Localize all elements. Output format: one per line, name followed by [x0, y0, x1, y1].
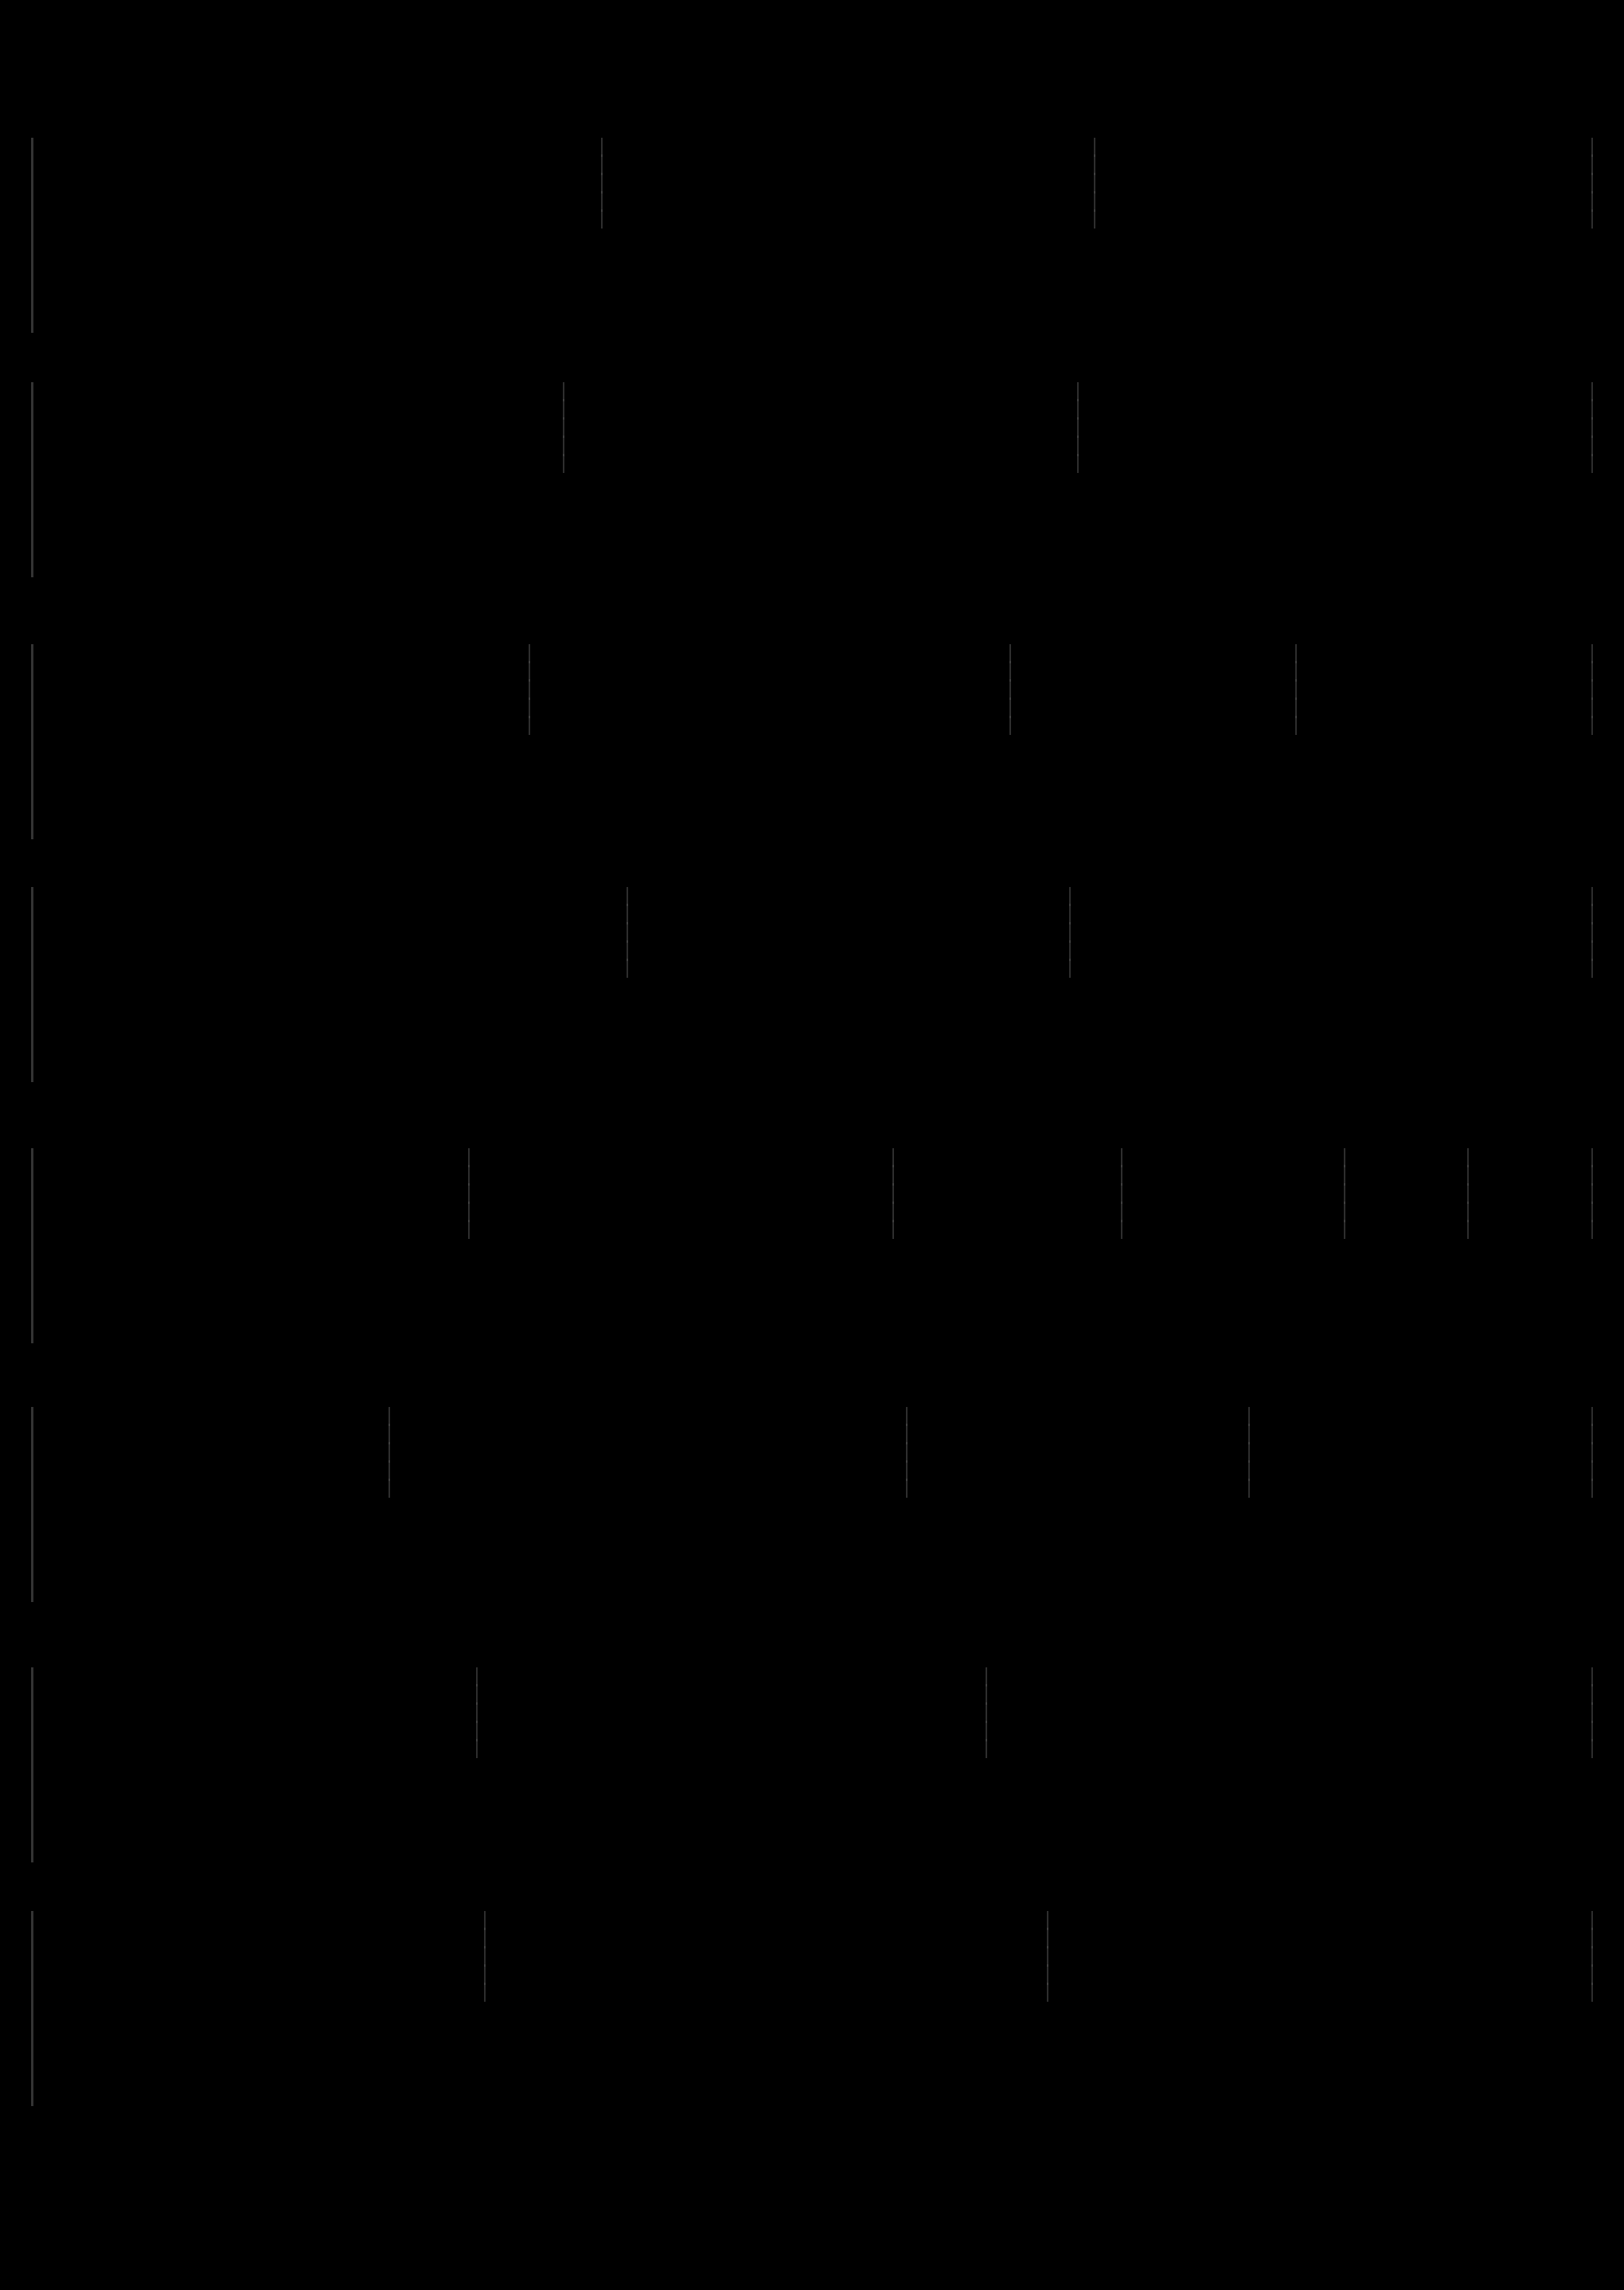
staffline-crossing-tick	[1094, 173, 1095, 175]
staffline-crossing-tick	[1295, 679, 1297, 682]
staffline-crossing-tick	[1069, 940, 1071, 943]
staffline-crossing-tick	[1344, 1165, 1345, 1167]
staffline-crossing-tick	[1591, 399, 1593, 401]
staffline-crossing-tick	[601, 173, 603, 175]
measure-barline	[1295, 644, 1297, 735]
staffline-crossing-tick	[906, 1442, 908, 1444]
staffline-crossing-tick	[1344, 1183, 1345, 1186]
staffline-crossing-tick	[388, 1460, 390, 1463]
final-barline	[1591, 138, 1593, 229]
staffline-crossing-tick	[627, 922, 628, 924]
staffline-crossing-tick	[1295, 698, 1297, 700]
measure-barline	[1077, 382, 1079, 473]
measure-barline	[388, 1407, 390, 1498]
staffline-crossing-tick	[1467, 1165, 1469, 1167]
staffline-crossing-tick	[892, 1165, 894, 1167]
staffline-crossing-tick	[1009, 661, 1011, 663]
staffline-crossing-tick	[1295, 661, 1297, 663]
staffline-crossing-tick	[388, 1479, 390, 1481]
staffline-crossing-tick	[1591, 436, 1593, 438]
staffline-crossing-tick	[892, 1183, 894, 1186]
staffline-crossing-tick	[563, 436, 564, 438]
staffline-crossing-tick	[627, 959, 628, 961]
staffline-crossing-tick	[1591, 940, 1593, 943]
staffline-crossing-tick	[906, 1479, 908, 1481]
staffline-crossing-tick	[1344, 1220, 1345, 1222]
staffline-crossing-tick	[1047, 1928, 1048, 1930]
staffline-crossing-tick	[468, 1183, 470, 1186]
final-barline	[1591, 1148, 1593, 1239]
staffline-crossing-tick	[1591, 1202, 1593, 1204]
staffline-crossing-tick	[601, 154, 603, 157]
staffline-crossing-tick	[1467, 1202, 1469, 1204]
staffline-crossing-tick	[1121, 1220, 1122, 1222]
staffline-crossing-tick	[388, 1424, 390, 1426]
staffline-crossing-tick	[1248, 1460, 1250, 1463]
staffline-crossing-tick	[1467, 1220, 1469, 1222]
staffline-crossing-tick	[484, 1964, 486, 1967]
staffline-crossing-tick	[1248, 1424, 1250, 1426]
staffline-crossing-tick	[1591, 679, 1593, 682]
staffline-crossing-tick	[1591, 1460, 1593, 1463]
measure-barline	[529, 644, 530, 735]
staffline-crossing-tick	[476, 1739, 478, 1741]
final-barline	[1591, 1911, 1593, 2002]
staffline-crossing-tick	[1591, 191, 1593, 193]
staffline-crossing-tick	[484, 1983, 486, 1985]
staffline-crossing-tick	[468, 1220, 470, 1222]
system-start-barline	[31, 1407, 33, 1602]
staffline-crossing-tick	[476, 1721, 478, 1723]
staffline-crossing-tick	[601, 191, 603, 193]
staffline-crossing-tick	[986, 1702, 987, 1705]
staffline-crossing-tick	[388, 1442, 390, 1444]
measure-barline	[1467, 1148, 1469, 1239]
staffline-crossing-tick	[1069, 959, 1071, 961]
staffline-crossing-tick	[484, 1928, 486, 1930]
staffline-crossing-tick	[1591, 1183, 1593, 1186]
staffline-crossing-tick	[1467, 1183, 1469, 1186]
staffline-crossing-tick	[1047, 1964, 1048, 1967]
measure-barline	[986, 1667, 987, 1758]
staffline-crossing-tick	[1591, 1702, 1593, 1705]
measure-barline	[1344, 1148, 1345, 1239]
measure-barline	[892, 1148, 894, 1239]
staffline-crossing-tick	[563, 417, 564, 420]
staffline-crossing-tick	[484, 1946, 486, 1948]
staffline-crossing-tick	[1094, 191, 1095, 193]
final-barline	[1591, 1667, 1593, 1758]
system-start-barline	[31, 1911, 33, 2106]
system-start-barline	[31, 887, 33, 1082]
staffline-crossing-tick	[563, 454, 564, 456]
staffline-crossing-tick	[563, 399, 564, 401]
staffline-crossing-tick	[1047, 1946, 1048, 1948]
system-start-barline	[31, 382, 33, 577]
staffline-crossing-tick	[1077, 417, 1079, 420]
staffline-crossing-tick	[1344, 1202, 1345, 1204]
staffline-crossing-tick	[1591, 209, 1593, 212]
system-start-barline	[31, 1148, 33, 1343]
staffline-crossing-tick	[1591, 904, 1593, 906]
staffline-crossing-tick	[1591, 1964, 1593, 1967]
measure-barline	[1047, 1911, 1048, 2002]
staffline-crossing-tick	[1077, 436, 1079, 438]
staffline-crossing-tick	[1591, 1928, 1593, 1930]
measure-barline	[476, 1667, 478, 1758]
staffline-crossing-tick	[986, 1684, 987, 1686]
system-start-barline	[31, 138, 33, 333]
staffline-crossing-tick	[1069, 904, 1071, 906]
staffline-crossing-tick	[1077, 454, 1079, 456]
staffline-crossing-tick	[1591, 1165, 1593, 1167]
staffline-crossing-tick	[1094, 209, 1095, 212]
system-start-barline	[31, 1667, 33, 1862]
staffline-crossing-tick	[1248, 1442, 1250, 1444]
staffline-crossing-tick	[1248, 1479, 1250, 1481]
staffline-crossing-tick	[1121, 1165, 1122, 1167]
measure-barline	[906, 1407, 908, 1498]
staffline-crossing-tick	[529, 661, 530, 663]
staffline-crossing-tick	[1009, 698, 1011, 700]
staffline-crossing-tick	[1591, 1220, 1593, 1222]
staffline-crossing-tick	[1591, 417, 1593, 420]
staffline-crossing-tick	[529, 698, 530, 700]
staffline-crossing-tick	[1591, 154, 1593, 157]
staffline-crossing-tick	[986, 1739, 987, 1741]
staffline-crossing-tick	[906, 1460, 908, 1463]
staffline-crossing-tick	[627, 904, 628, 906]
staffline-crossing-tick	[1591, 1442, 1593, 1444]
staffline-crossing-tick	[1591, 1684, 1593, 1686]
final-barline	[1591, 1407, 1593, 1498]
staffline-crossing-tick	[1069, 922, 1071, 924]
staffline-crossing-tick	[1591, 1721, 1593, 1723]
staffline-crossing-tick	[529, 679, 530, 682]
staffline-crossing-tick	[468, 1202, 470, 1204]
measure-barline	[1121, 1148, 1122, 1239]
measure-barline	[627, 887, 628, 978]
staffline-crossing-tick	[468, 1165, 470, 1167]
staffline-crossing-tick	[892, 1220, 894, 1222]
staffline-crossing-tick	[1009, 679, 1011, 682]
staffline-crossing-tick	[1077, 399, 1079, 401]
staffline-crossing-tick	[476, 1702, 478, 1705]
staffline-crossing-tick	[1591, 716, 1593, 718]
final-barline	[1591, 644, 1593, 735]
final-barline	[1591, 887, 1593, 978]
staffline-crossing-tick	[1009, 716, 1011, 718]
staffline-crossing-tick	[1591, 922, 1593, 924]
measure-barline	[484, 1911, 486, 2002]
staffline-crossing-tick	[1121, 1202, 1122, 1204]
staffline-crossing-tick	[1295, 716, 1297, 718]
final-barline	[1591, 382, 1593, 473]
system-start-barline	[31, 644, 33, 839]
staffline-crossing-tick	[1591, 698, 1593, 700]
staffline-crossing-tick	[1591, 454, 1593, 456]
staffline-crossing-tick	[1591, 173, 1593, 175]
measure-barline	[468, 1148, 470, 1239]
staffline-crossing-tick	[1591, 1479, 1593, 1481]
staffline-crossing-tick	[986, 1721, 987, 1723]
measure-barline	[1009, 644, 1011, 735]
staffline-crossing-tick	[1591, 661, 1593, 663]
measure-barline	[1094, 138, 1095, 229]
staffline-crossing-tick	[906, 1424, 908, 1426]
staffline-crossing-tick	[1591, 1946, 1593, 1948]
measure-barline	[1069, 887, 1071, 978]
staffline-crossing-tick	[601, 209, 603, 212]
staffline-crossing-tick	[627, 940, 628, 943]
staffline-crossing-tick	[1591, 959, 1593, 961]
staffline-crossing-tick	[1591, 1739, 1593, 1741]
staffline-crossing-tick	[476, 1684, 478, 1686]
staffline-crossing-tick	[892, 1202, 894, 1204]
staffline-crossing-tick	[529, 716, 530, 718]
measure-barline	[601, 138, 603, 229]
staffline-crossing-tick	[1591, 1424, 1593, 1426]
staffline-crossing-tick	[1094, 154, 1095, 157]
staffline-crossing-tick	[1047, 1983, 1048, 1985]
staffline-crossing-tick	[1591, 1983, 1593, 1985]
measure-barline	[1248, 1407, 1250, 1498]
staffline-crossing-tick	[1121, 1183, 1122, 1186]
measure-barline	[563, 382, 564, 473]
